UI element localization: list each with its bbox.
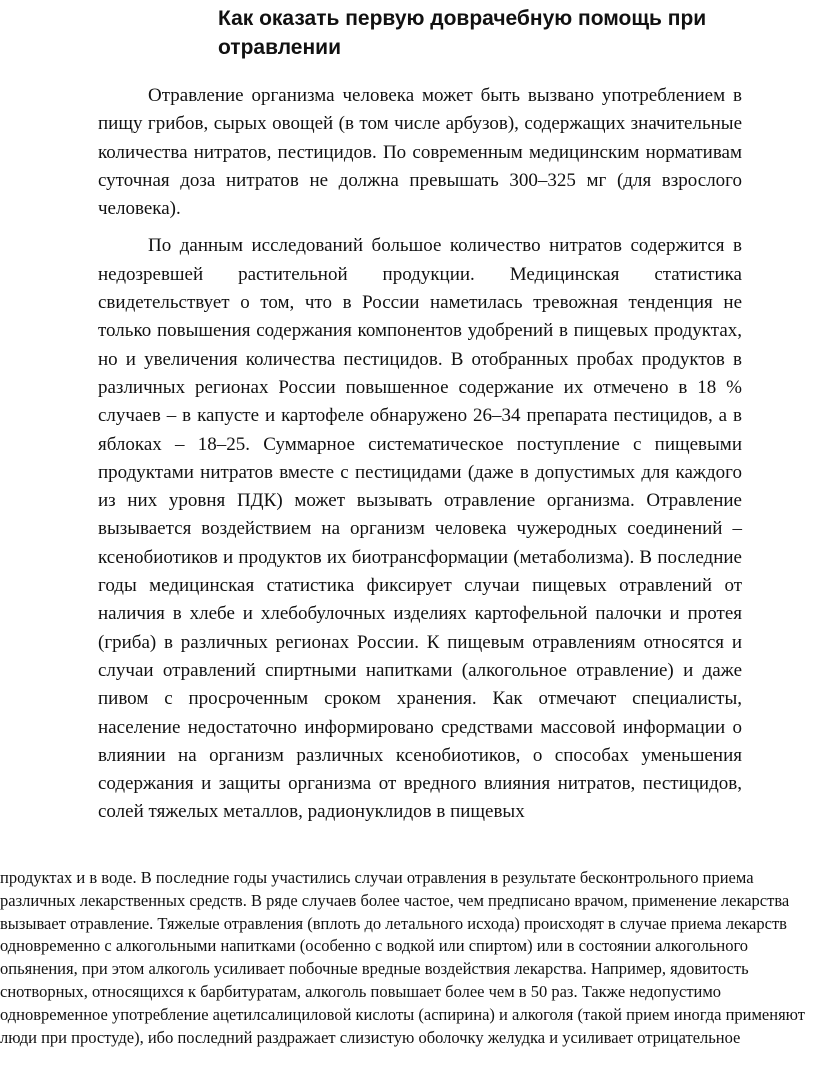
paragraph-2: По данным исследований большое количество нитратов содержится в недозревшей растительной продукции. Медицинская статистика свидетельствует о том, что в России наметилась тревожная тенденция не только повышения содержания компонентов удобрений в пищевых продуктах, но и увеличения количества пестицидов. В отобранных пробах продуктов в различных регионах России повышенное содержание их отмечено в 18 % случаев – в капусте и картофеле обнаружено 26–34 препарата пестицидов, а в яблоках – 18–25. Суммарное систематическое поступление с пищевыми продуктами нитратов вместе с пестицидами (даже в допустимых для каждого из них уровня ПДК) может вызывать отравление организма. Отравление вызывается воздействием на организм человека чужеродных соединений – ксенобиотиков и продуктов их биотрансформации (метаболизма). В последние годы медицинская статистика фиксирует случаи пищевых отравлений от наличия в хлебе и хлебобулочных изделиях картофельной палочки и протея (гриба) в различных регионах России. К пищевым отравлениям относятся и случаи отравлений спиртными напитками (алкогольное отравление) и даже пивом с просроченным сроком хранения. Как отмечают специалисты, население недостаточно информировано средствами массовой информации о влиянии на организм различных ксенобиотиков, о способах уменьшения содержания и защиты организма от вредного влияния нитратов, пестицидов, солей тяжелых металлов, радионуклидов в пищевых <box>98 235 742 823</box>
paragraph-1: Отравление организма человека может быть вызвано употреблением в пищу грибов, сырых овощей (в том числе арбузов), содержащих значительные количества нитратов, пестицидов. По современным медицинским нормативам суточная доза нитратов не должна превышать 300–325 мг (для взрослого человека). <box>98 85 742 220</box>
page-title: Как оказать первую доврачебную помощь при отравлении <box>218 7 707 59</box>
document-body <box>98 82 742 827</box>
continuation-text: продуктах и в воде. В последние годы участились случаи отравления в результате бесконтрольного приема различных лекарственных средств. В ряде случаев более частое, чем предписано врачом, применение лекарства вызывает отравление. Тяжелые отравления (вплоть до летального исхода) происходят в случае приема лекарств одновременно с алкогольными напитками (особенно с водкой или спиртом) или в состоянии алкогольного опьянения, при этом алкоголь усиливает побочные вредные воздействия лекарства. Например, ядовитость снотворных, относящихся к барбитуратам, алкоголь повышает более чем в 50 раз. Также недопустимо одновременное употребление ацетилсалициловой кислоты (аспирина) и алкоголя (такой прием иногда применяют люди при простуде), ибо последний раздражает слизистую оболочку желудка и усиливает отрицательное <box>0 868 805 1047</box>
